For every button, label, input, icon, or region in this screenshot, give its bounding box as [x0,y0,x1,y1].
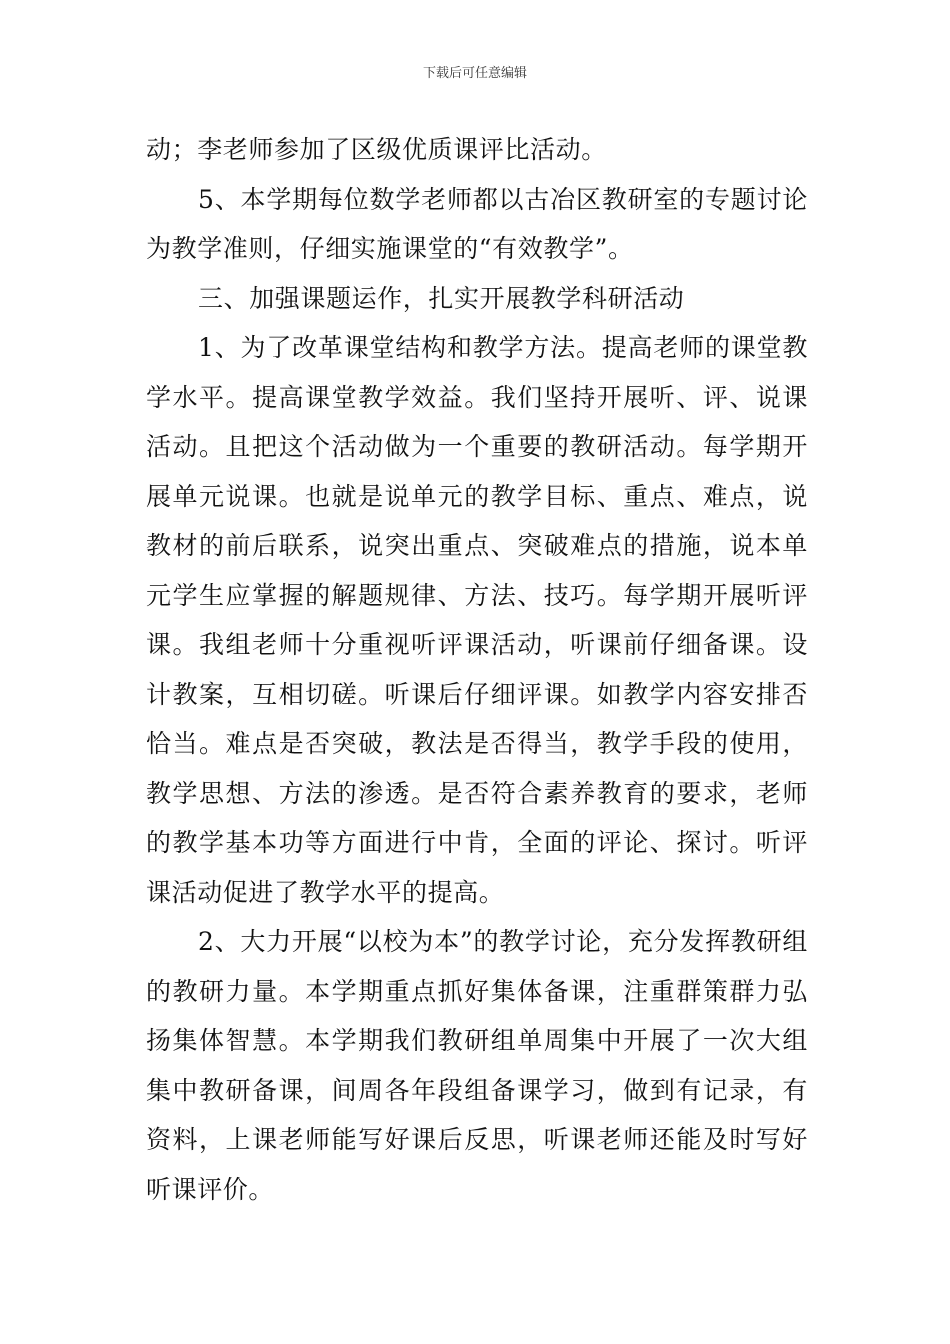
paragraph-item-1: 1、为了改革课堂结构和教学方法。提高老师的课堂教学水平。提高课堂教学效益。我们坚持开展听、评、说课活动。且把这个活动做为一个重要的教研活动。每学期开展单元说课。也就是说单元的教学目标、重点、难点，说教材的前后联系，说突出重点、突破难点的措施，说本单元学生应掌握的解题规律、方法、技巧。每学期开展听评课。我组老师十分重视听评课活动，听课前仔细备课。设计教案，互相切磋。听课后仔细评课。如教学内容安排否恰当。难点是否突破，教法是否得当，教学手段的使用，教学思想、方法的渗透。是否符合素养教育的要求，老师的教学基本功等方面进行中肯，全面的评论、探讨。听评课活动促进了教学水平的提高。 [146,333,808,907]
paragraph-item-2: 2、大力开展“以校为本”的教学讨论，充分发挥教研组的教研力量。本学期重点抓好集体备课，注重群策群力弘扬集体智慧。本学期我们教研组单周集中开展了一次大组集中教研备课，间周各年段组备课学习，做到有记录，有资料，上课老师能写好课后反思，听课老师还能及时写好听课评价。 [146,927,808,1204]
paragraph-item-5: 5、本学期每位数学老师都以古冶区教研室的专题讨论为教学准则，仔细实施课堂的“有效教学”。 [146,184,808,263]
paragraph-continuation: 动；李老师参加了区级优质课评比活动。 [146,135,607,164]
section-heading-3: 三、加强课题运作，扎实开展教学科研活动 [198,283,685,313]
page-header: 下载后可任意编辑 [422,66,527,81]
document-body [146,125,808,1214]
